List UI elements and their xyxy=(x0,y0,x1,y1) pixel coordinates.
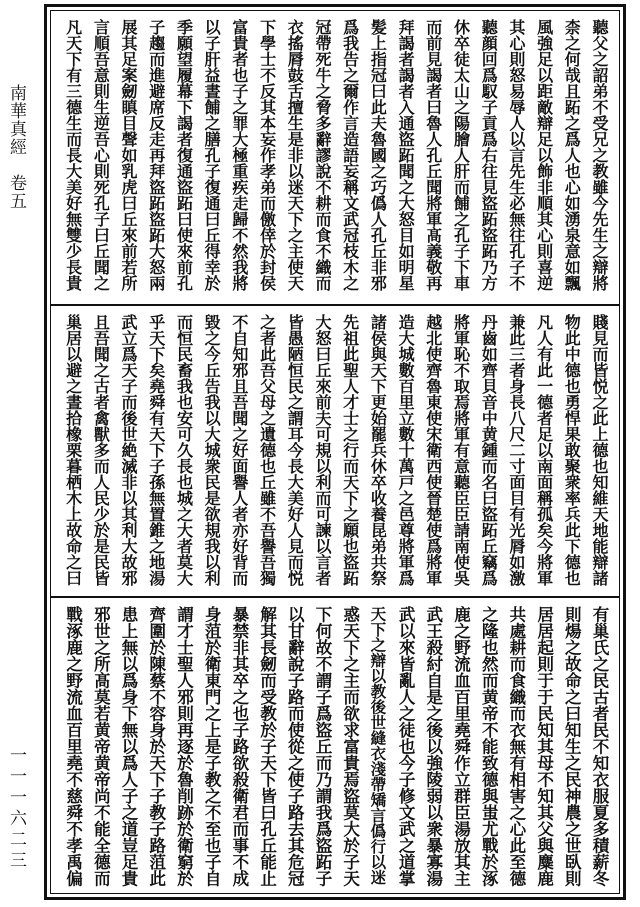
text-column: 武立爲天子而後世絶滅非以其利大故邪 xyxy=(119,314,139,586)
text-column: 丹齒如齊貝音中黄鍾而名曰盜跖丘竊爲 xyxy=(479,314,499,586)
text-column: 造大城數百里立數十萬戸之邑尊將軍爲 xyxy=(396,314,416,586)
text-column: 展其足案劒瞋目聲如乳虎曰丘來前若所 xyxy=(119,19,139,291)
text-column: 衣搖脣鼓舌擅生是非以迷天下之主使天 xyxy=(285,19,305,291)
text-column: 有巢氏之民古者民不知衣服夏多積薪冬 xyxy=(590,606,609,887)
text-column: 大怒曰丘來前夫可規以利而可諫以言者 xyxy=(312,314,332,586)
text-columns xyxy=(59,314,613,592)
text-column: 暴禁非其卒之也子路欲殺衛君而事不成 xyxy=(229,606,249,887)
text-column: 皆愚陋恒民之謂耳今長大美好人見而悦 xyxy=(285,314,305,586)
text-column: 身菹於衛東門之上是子教之不至也子自 xyxy=(202,606,222,887)
text-column: 共處耕而食織而衣無有相害之心此至德 xyxy=(506,606,526,887)
text-column: 天下之辯以教後世縫衣淺帶矯言僞行以迷 xyxy=(368,606,388,885)
text-columns xyxy=(59,19,613,298)
text-column: 物此中德也勇悍果敢聚衆率兵此下德也 xyxy=(562,314,582,586)
text-column: 將軍恥不取焉將軍有意聽臣臣請南使吳 xyxy=(451,314,471,586)
text-column: 且吾聞之古者禽獸多而人民少於是民皆 xyxy=(91,314,111,586)
text-column: 謂才士聖人邪則再逐於魯削跡於衛窮於 xyxy=(174,606,194,887)
text-column: 不自知邪且吾聞之好面譽人者亦好背而 xyxy=(229,314,249,586)
text-column: 越北使齊魯東使宋衛西使晉楚使爲將軍 xyxy=(423,314,443,586)
text-column: 之者此吾父母之遺德也丘雖不吾譽吾獨 xyxy=(257,314,277,586)
page-frame xyxy=(44,4,626,900)
text-column: 冠帶死牛之脅多辭謬說不耕而食不織而 xyxy=(312,19,332,291)
text-column: 以子肝益晝餔之膳孔子復通曰丘得幸於 xyxy=(202,19,222,291)
text-panel-top xyxy=(51,11,619,304)
text-panel-middle xyxy=(51,304,619,598)
page-number: 一一一六二三 xyxy=(6,746,26,872)
text-column: 下何故不謂子爲盜丘而乃謂我爲盜跖子 xyxy=(312,606,332,887)
text-column: 聽父之詔弟不受兄之教雖今先生之辯將 xyxy=(590,19,609,291)
text-panel-bottom xyxy=(51,596,619,893)
text-column: 子趨而進避席反走再拜盜跖盜跖大怒兩 xyxy=(146,19,166,291)
text-column: 賤見而皆悦之此上德也知維天地能辯諸 xyxy=(590,314,609,586)
text-column: 休卒徒太山之陽膾人肝而餔之孔子下車 xyxy=(451,19,471,291)
text-column: 之隆也然而黄帝不能致德與蚩尤戰於涿 xyxy=(479,606,499,887)
text-column: 邪世之所髙莫若黄帝黄帝尚不能全德而 xyxy=(91,606,111,887)
text-column: 居居起則于于民知其母不知其父與麋鹿 xyxy=(534,606,554,887)
text-column: 以甘辭說子路而使從之使子路去其危冠 xyxy=(285,606,305,887)
text-column: 柰之何哉且跖之爲人也心如湧泉意如飄 xyxy=(562,19,582,291)
text-column: 解其長劒而受教於子天下皆曰孔丘能止 xyxy=(257,606,277,887)
text-column: 其心則怒易辱人以言先生必無往孔子不 xyxy=(506,19,526,291)
text-column: 惑天下之主而欲求富貴焉盜莫大於子天 xyxy=(340,606,360,887)
text-column: 凡人有此一德者足以南面稱孤矣今將軍 xyxy=(534,314,554,586)
text-column: 鹿之野流血百里堯舜作立群臣湯放其主 xyxy=(451,606,471,887)
text-column: 則煬之故命之曰知生之民神農之世臥則 xyxy=(562,606,582,887)
text-column: 而前見謁者曰魯人孔丘聞將軍髙義敬再 xyxy=(423,19,443,291)
page-frame-inner xyxy=(50,10,620,894)
text-column: 聽顔回爲馭子貢爲右往見盜跖盜跖乃方 xyxy=(479,19,499,291)
text-column: 下學士不反其本妄作孝弟而儌倖於封侯 xyxy=(257,19,277,291)
text-column: 先祖此聖人才士之行而天下之願也盜跖 xyxy=(340,314,360,586)
text-column: 而恒民畜我也安可久長也城之大者莫大 xyxy=(174,314,194,586)
outer-margin xyxy=(0,0,38,907)
text-column: 巢居以避之晝拾橡栗暮栖木上故命之曰 xyxy=(63,314,83,586)
text-column: 凡天下有三德生而長大美好無雙少長貴 xyxy=(63,19,83,291)
text-column: 爲我告之爾作言造語妄稱文武冠枝木之 xyxy=(340,19,360,291)
text-column: 風強足以距敵辯足以飾非順其心則喜逆 xyxy=(534,19,554,291)
text-column: 兼此三者身長八尺二寸面目有光脣如激 xyxy=(506,314,526,586)
text-column: 髪上指冠曰此夫魯國之巧僞人孔丘非邪 xyxy=(368,19,388,291)
text-column: 季願望履幕下謁者復通盜跖曰使來前孔 xyxy=(174,19,194,291)
text-column: 齊圍於陳蔡不容身於天下子教子路菹此 xyxy=(146,606,166,887)
text-column: 富貴者也子之罪大極重疾走歸不然我將 xyxy=(229,19,249,291)
side-title: 南華真經 卷五 xyxy=(6,84,26,210)
text-column: 拜謁者謁者入通盜跖聞之大怒目如明星 xyxy=(396,19,416,291)
text-column: 戰涿鹿之野流血百里堯不慈舜不孝禹偏 xyxy=(63,606,83,887)
text-column: 諸侯與天下更始罷兵休卒收養昆弟共祭 xyxy=(368,314,388,586)
text-column: 乎天下矣堯舜有天下子孫無置錐之地湯 xyxy=(146,314,166,586)
text-column: 武王殺紂自是之後以強陵弱以衆暴寡湯 xyxy=(423,606,443,887)
text-column: 武以來皆亂人之徒也今子修文武之道掌 xyxy=(396,606,416,887)
text-column: 言順吾意則生逆吾心則死孔子曰丘聞之 xyxy=(91,19,111,291)
text-column: 毀之今丘告我以大城衆民是欲規我以利 xyxy=(202,314,222,586)
text-columns xyxy=(59,606,613,887)
text-column: 患上無以爲身下無以爲人子之道豈足貴 xyxy=(119,606,139,887)
